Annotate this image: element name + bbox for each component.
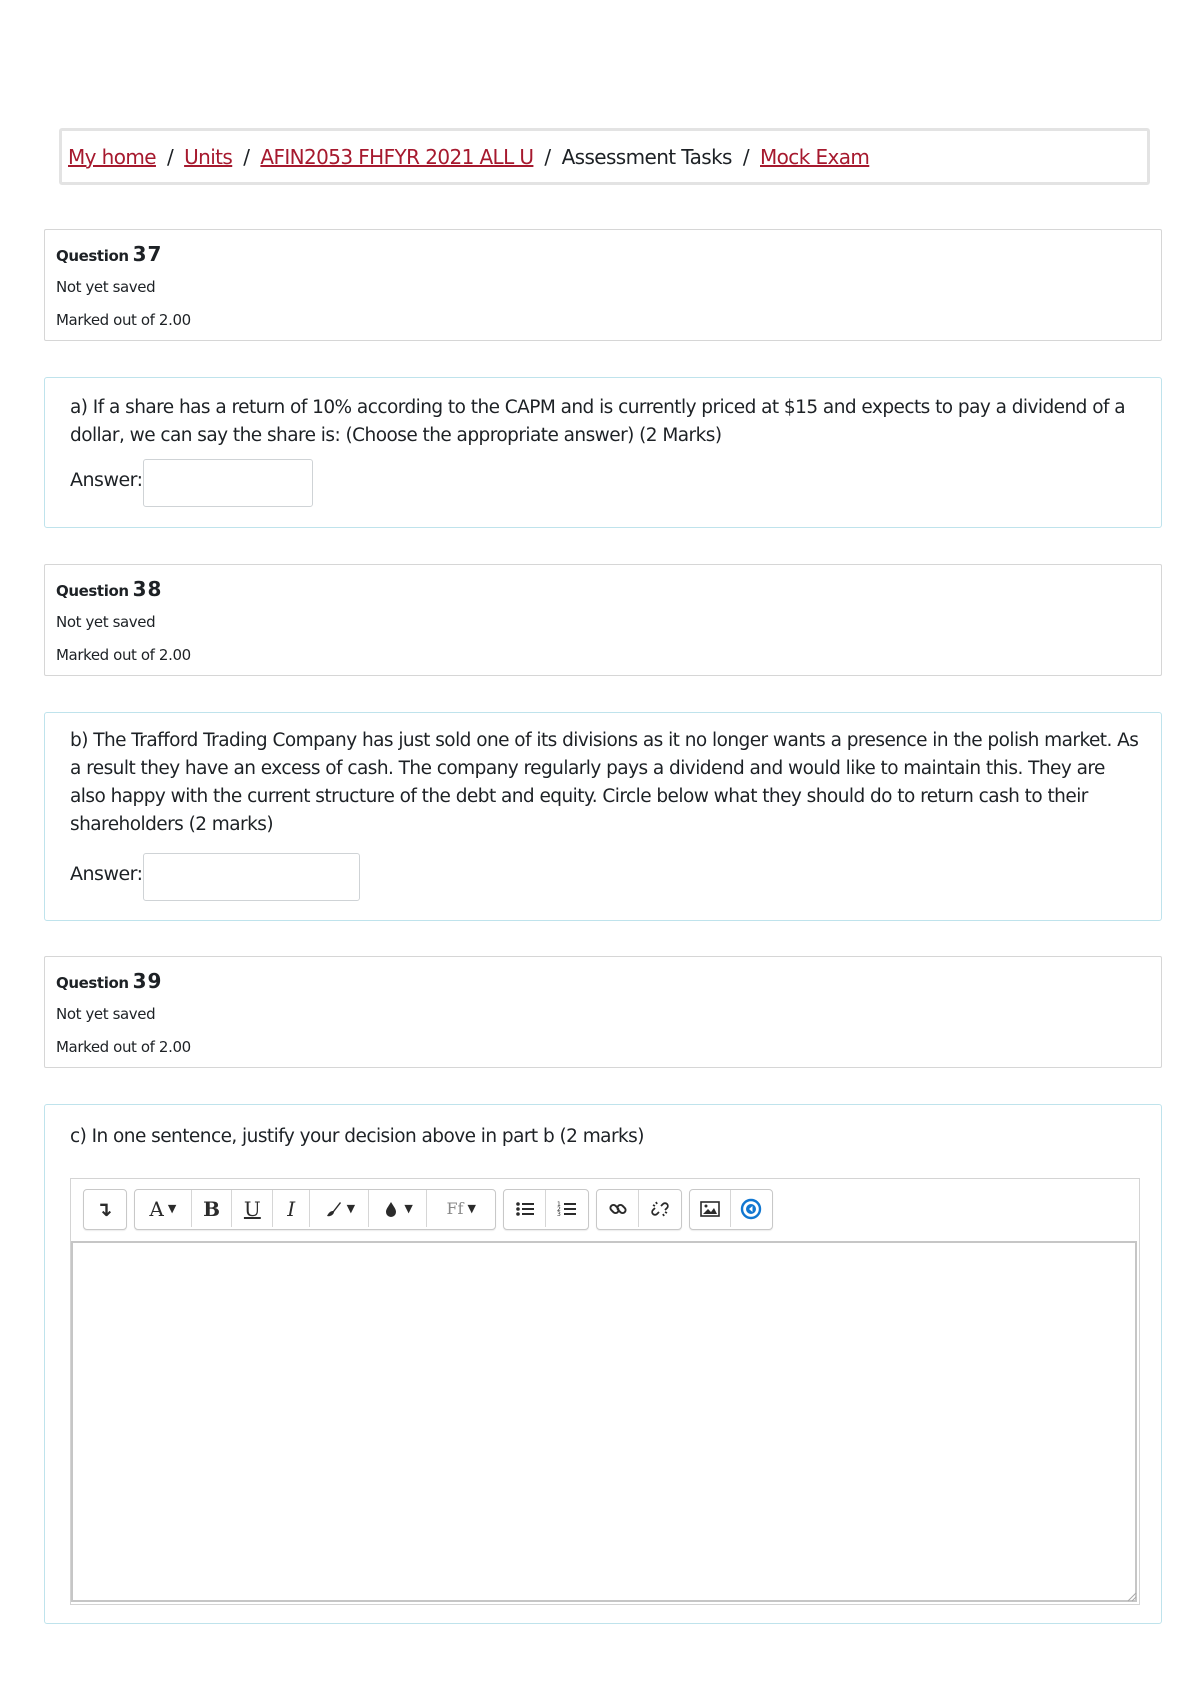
question-text: c) In one sentence, justify your decision above in part b (2 marks) xyxy=(70,1126,644,1147)
link-icon xyxy=(608,1199,628,1219)
underline-button[interactable]: U xyxy=(232,1190,273,1227)
breadcrumb xyxy=(59,128,1150,185)
bold-button[interactable]: B xyxy=(192,1190,233,1227)
link-button[interactable] xyxy=(597,1190,639,1227)
unlink-button[interactable] xyxy=(639,1190,680,1227)
chevron-down-icon: ▼ xyxy=(167,1202,177,1215)
question-info-38 xyxy=(44,564,1162,676)
brush-icon xyxy=(323,1199,343,1219)
answer-label: Answer: xyxy=(70,469,143,491)
breadcrumb-separator: / xyxy=(742,144,750,169)
ordered-list-button[interactable] xyxy=(546,1190,587,1227)
question-title: Question 39 xyxy=(56,969,163,993)
toolbar-group-media xyxy=(689,1189,773,1230)
question-info-39 xyxy=(44,956,1162,1068)
chevron-down-icon: ▼ xyxy=(346,1202,356,1215)
question-number: 37 xyxy=(132,242,163,266)
insert-media-button[interactable] xyxy=(731,1190,771,1227)
question-marks: Marked out of 2.00 xyxy=(56,1038,191,1056)
italic-button[interactable]: I xyxy=(273,1190,310,1227)
question-title: Question 37 xyxy=(56,242,163,266)
question-content-38 xyxy=(44,712,1162,921)
svg-text:3: 3 xyxy=(556,1210,561,1218)
question-title: Question 38 xyxy=(56,577,163,601)
media-icon xyxy=(740,1198,762,1220)
text-color-button[interactable] xyxy=(310,1190,369,1227)
breadcrumb-separator: / xyxy=(544,144,551,169)
toolbar-group-lists xyxy=(503,1189,589,1230)
insert-image-button[interactable] xyxy=(690,1190,731,1227)
question-state: Not yet saved xyxy=(56,1005,156,1023)
svg-text:2: 2 xyxy=(556,1205,561,1213)
background-color-button[interactable] xyxy=(369,1190,428,1227)
answer-input-37[interactable] xyxy=(143,459,313,507)
breadcrumb-separator: / xyxy=(166,144,174,169)
chevron-down-icon: ▼ xyxy=(467,1202,476,1215)
ordered-list-icon xyxy=(557,1200,577,1218)
collapse-toolbar-button[interactable]: ↴ xyxy=(95,1196,113,1221)
breadcrumb-assessment-tasks: Assessment Tasks xyxy=(561,144,732,169)
question-info-37 xyxy=(44,229,1162,341)
toolbar-group-links xyxy=(596,1189,682,1230)
answer-editor-39[interactable] xyxy=(71,1241,1137,1602)
chevron-down-icon: ▼ xyxy=(404,1202,413,1215)
breadcrumb-course[interactable]: AFIN2053 FHFYR 2021 ALL U xyxy=(260,144,534,169)
breadcrumb-units[interactable]: Units xyxy=(184,144,233,169)
question-text: b) The Trafford Trading Company has just sold one of its divisions as it no longer wants a presence in the polish market. As a result they have an excess of cash. The company regularly pays a dividend and would like to maintain this. They are also happy with the current structure of the debt and equity. Circle below what they should do to return cash to their shareholders (2 marks) xyxy=(70,730,1139,835)
unlink-icon xyxy=(650,1199,670,1219)
editor-toolbar xyxy=(71,1179,1137,1242)
svg-text:1: 1 xyxy=(556,1200,561,1208)
question-number: 39 xyxy=(132,969,163,993)
toolbar-group-collapse xyxy=(83,1189,127,1230)
drop-icon xyxy=(382,1199,400,1219)
breadcrumb-my-home[interactable]: My home xyxy=(68,144,156,169)
question-state: Not yet saved xyxy=(56,278,156,296)
font-family-button[interactable]: Ff ▼ xyxy=(446,1199,476,1218)
question-content-39 xyxy=(44,1104,1162,1624)
unordered-list-icon xyxy=(515,1200,535,1218)
image-icon xyxy=(700,1201,720,1217)
toolbar-group-style xyxy=(134,1189,496,1230)
answer-label: Answer: xyxy=(70,863,143,885)
resize-handle-icon[interactable] xyxy=(1125,1590,1137,1602)
question-number: 38 xyxy=(132,577,163,601)
question-marks: Marked out of 2.00 xyxy=(56,646,191,664)
breadcrumb-separator: / xyxy=(243,144,250,169)
rich-text-editor xyxy=(70,1178,1140,1605)
unordered-list-button[interactable] xyxy=(504,1190,546,1227)
question-content-37 xyxy=(44,377,1162,528)
question-text: a) If a share has a return of 10% according to the CAPM and is currently priced at $15 and expects to pay a dividend of a dollar, we can say the share is: (Choose the appropriate answer) (2 Marks) xyxy=(70,397,1126,446)
answer-input-38[interactable] xyxy=(143,853,360,901)
question-marks: Marked out of 2.00 xyxy=(56,311,191,329)
font-size-button[interactable]: A ▼ xyxy=(135,1190,192,1227)
question-state: Not yet saved xyxy=(56,613,156,631)
breadcrumb-mock-exam[interactable]: Mock Exam xyxy=(760,144,870,169)
